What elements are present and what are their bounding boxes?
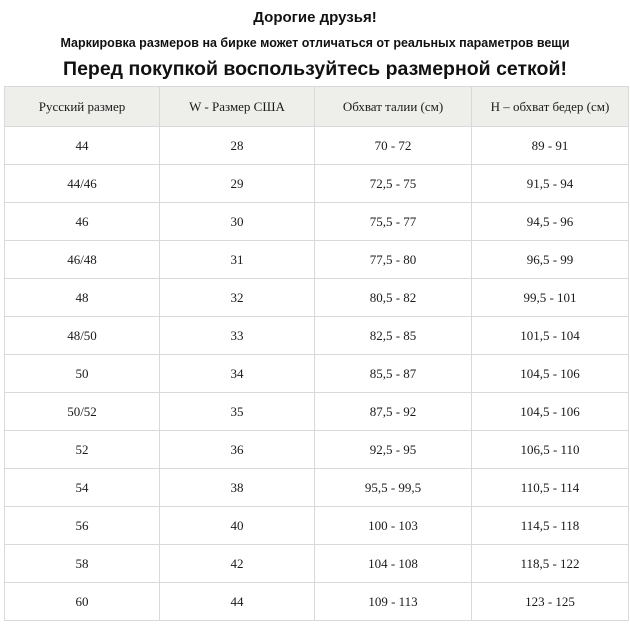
table-row (5, 583, 629, 621)
cell-us-size: 29 (160, 165, 315, 203)
table-row (5, 241, 629, 279)
cell-waist: 87,5 - 92 (315, 393, 472, 431)
cell-hips: 114,5 - 118 (472, 507, 629, 545)
cell-us-size: 36 (160, 431, 315, 469)
cell-russian-size: 44 (5, 127, 160, 165)
cell-hips: 101,5 - 104 (472, 317, 629, 355)
cell-hips: 91,5 - 94 (472, 165, 629, 203)
cell-russian-size: 44/46 (5, 165, 160, 203)
cell-us-size: 28 (160, 127, 315, 165)
cell-us-size: 35 (160, 393, 315, 431)
cell-russian-size: 54 (5, 469, 160, 507)
cell-hips: 99,5 - 101 (472, 279, 629, 317)
cell-hips: 118,5 - 122 (472, 545, 629, 583)
table-row (5, 393, 629, 431)
table-row (5, 355, 629, 393)
cell-russian-size: 56 (5, 507, 160, 545)
table-row (5, 127, 629, 165)
cell-waist: 109 - 113 (315, 583, 472, 621)
cell-hips: 106,5 - 110 (472, 431, 629, 469)
table-row (5, 203, 629, 241)
column-header-waist: Обхват талии (см) (315, 87, 472, 127)
cell-russian-size: 46/48 (5, 241, 160, 279)
cell-waist: 70 - 72 (315, 127, 472, 165)
table-row (5, 431, 629, 469)
cell-us-size: 31 (160, 241, 315, 279)
cell-russian-size: 46 (5, 203, 160, 241)
cell-russian-size: 48/50 (5, 317, 160, 355)
cell-waist: 77,5 - 80 (315, 241, 472, 279)
size-chart-table (4, 86, 629, 621)
cell-hips: 96,5 - 99 (472, 241, 629, 279)
column-header-us-size: W - Размер США (160, 87, 315, 127)
table-row (5, 279, 629, 317)
cell-hips: 104,5 - 106 (472, 393, 629, 431)
table-row (5, 317, 629, 355)
cell-hips: 123 - 125 (472, 583, 629, 621)
cell-us-size: 44 (160, 583, 315, 621)
cell-waist: 100 - 103 (315, 507, 472, 545)
table-row (5, 165, 629, 203)
cell-hips: 89 - 91 (472, 127, 629, 165)
header-row (5, 87, 629, 127)
cell-russian-size: 58 (5, 545, 160, 583)
table-row (5, 545, 629, 583)
column-header-hips: Н – обхват бедер (см) (472, 87, 629, 127)
cell-russian-size: 52 (5, 431, 160, 469)
size-chart-header (5, 87, 629, 127)
cell-russian-size: 50 (5, 355, 160, 393)
cell-us-size: 40 (160, 507, 315, 545)
cell-waist: 82,5 - 85 (315, 317, 472, 355)
column-header-russian-size: Русский размер (5, 87, 160, 127)
size-chart-call-to-action: Перед покупкой воспользуйтесь размерной сеткой! (63, 58, 567, 80)
cell-us-size: 30 (160, 203, 315, 241)
cell-russian-size: 48 (5, 279, 160, 317)
cell-waist: 92,5 - 95 (315, 431, 472, 469)
table-row (5, 507, 629, 545)
cell-waist: 104 - 108 (315, 545, 472, 583)
cell-us-size: 38 (160, 469, 315, 507)
greeting-heading: Дорогие друзья! (253, 9, 377, 26)
cell-waist: 85,5 - 87 (315, 355, 472, 393)
cell-us-size: 32 (160, 279, 315, 317)
cell-hips: 110,5 - 114 (472, 469, 629, 507)
cell-hips: 94,5 - 96 (472, 203, 629, 241)
cell-russian-size: 60 (5, 583, 160, 621)
cell-us-size: 33 (160, 317, 315, 355)
size-label-notice: Маркировка размеров на бирке может отличаться от реальных параметров вещи (60, 36, 570, 50)
cell-waist: 72,5 - 75 (315, 165, 472, 203)
cell-russian-size: 50/52 (5, 393, 160, 431)
size-chart-body (5, 127, 629, 621)
cell-us-size: 34 (160, 355, 315, 393)
cell-us-size: 42 (160, 545, 315, 583)
cell-waist: 75,5 - 77 (315, 203, 472, 241)
cell-waist: 95,5 - 99,5 (315, 469, 472, 507)
cell-waist: 80,5 - 82 (315, 279, 472, 317)
table-row (5, 469, 629, 507)
cell-hips: 104,5 - 106 (472, 355, 629, 393)
